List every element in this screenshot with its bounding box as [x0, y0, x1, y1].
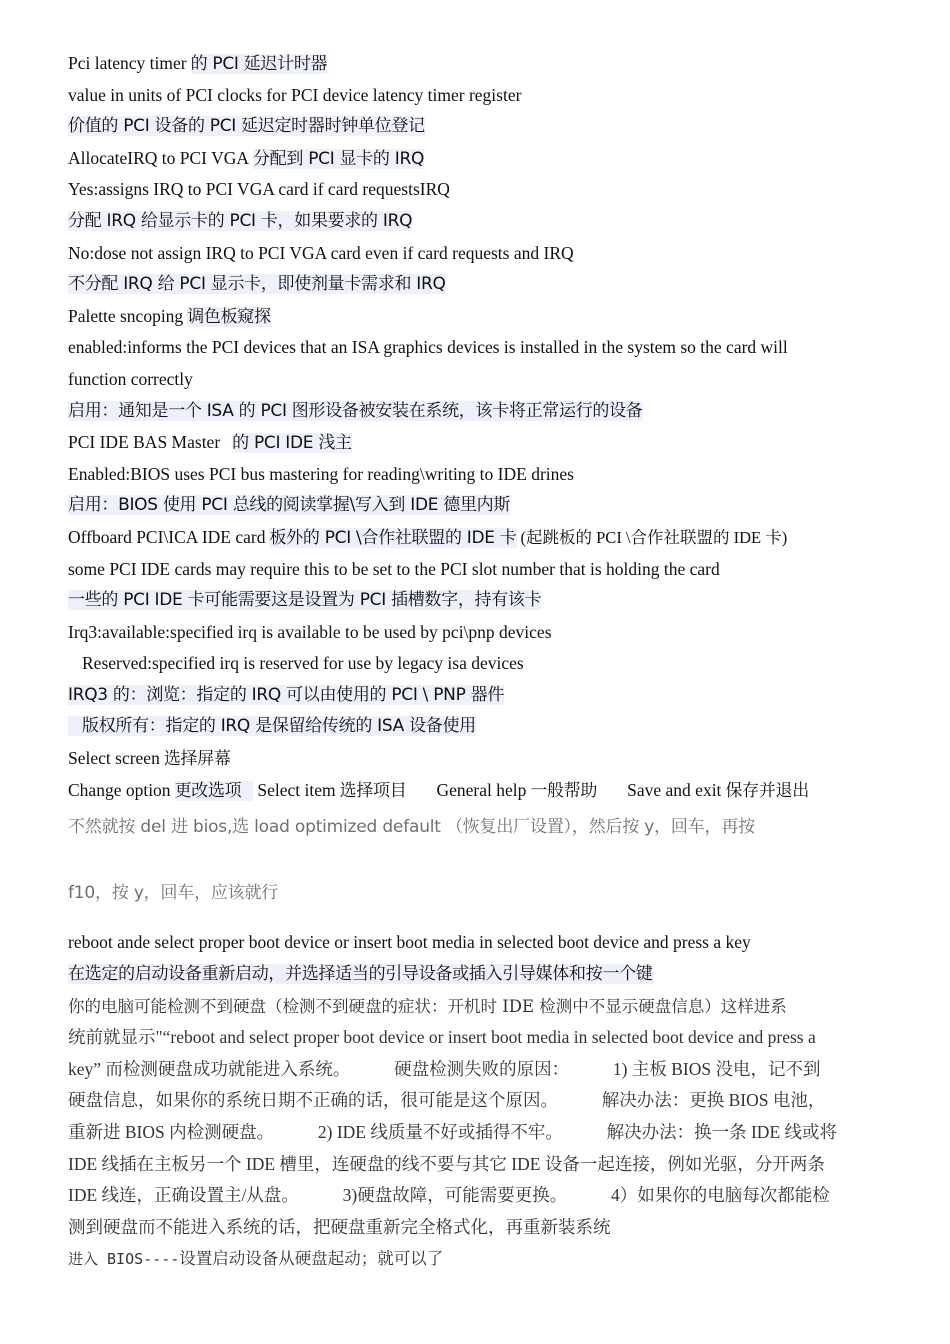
heading-en: Pci latency timer	[68, 53, 187, 73]
text-line: some PCI IDE cards may require this to be set to the PCI slot number that is holding the card	[68, 558, 720, 579]
text-line: enabled:informs the PCI devices that an ISA graphics devices is installed in the system so the card will	[68, 337, 788, 358]
bios-instruction: 设置启动设备从硬盘起动；就可以了	[179, 1249, 444, 1269]
translation-line: 价值的 PCI 设备的 PCI 延迟定时器时钟单位登记	[68, 116, 425, 137]
heading-cn: 的 PCI 延迟计时器	[190, 54, 328, 74]
allocate-irq-heading	[68, 143, 918, 175]
change-option-cn: 更改选项	[175, 781, 254, 801]
paragraph-line: 硬盘信息，如果你的系统日期不正确的话，很可能是这个原因。 解决办法：更换 BIOS 电池，	[68, 1090, 826, 1111]
translation-line: 分配 IRQ 给显示卡的 PCI 卡，如果要求的 IRQ	[68, 210, 413, 231]
text-line: Yes:assigns IRQ to PCI VGA card if card requestsIRQ	[68, 179, 450, 200]
pci-latency-heading	[68, 48, 918, 80]
translation-line: 启用：通知是一个 ISA 的 PCI 图形设备被安装在系统，该卡将正常运行的设备	[68, 400, 643, 421]
translation-line: IRQ3 的：浏览：指定的 IRQ 可以由使用的 PCI \ PNP 器件	[68, 684, 505, 705]
heading-en: AllocateIRQ to PCI VGA	[68, 147, 249, 168]
paragraph-line: key” 而检测硬盘成功就能进入系统。 硬盘检测失败的原因： 1) 主板 BIOS 没电，记不到	[68, 1058, 821, 1079]
translation-line: 版权所有：指定的 IRQ 是保留给传统的 ISA 设备使用	[68, 716, 476, 736]
translation-line: 启用：BIOS 使用 PCI 总线的阅读掌握\写入到 IDE 德里内斯	[68, 495, 511, 516]
heading-cn: 分配到 PCI 显卡的 IRQ	[252, 148, 425, 169]
document-body	[68, 48, 918, 1276]
heading-en: Offboard PCI\ICA IDE card	[68, 526, 266, 547]
heading-note: (起跳板的 PCI \合作社联盟的 IDE 卡)	[520, 527, 788, 547]
select-item-en: Select item	[257, 779, 336, 800]
text-line: value in units of PCI clocks for PCI device latency timer register	[68, 84, 522, 105]
paragraph-line: 统前就显示"“reboot and select proper boot device or insert boot media in selected boot device and press a	[68, 1027, 816, 1048]
save-exit-cn: 保存并退出	[725, 780, 809, 801]
change-option-en: Change option	[68, 779, 171, 800]
heading-cn: 选择屏幕	[163, 749, 231, 770]
translation-line: 在选定的启动设备重新启动，并选择适当的引导设备或插入引导媒体和按一个键	[68, 964, 653, 985]
heading-en: Select screen	[68, 748, 160, 769]
translation-line: 一些的 PCI IDE 卡可能需要这是设置为 PCI 插槽数字，持有该卡	[68, 590, 542, 611]
heading-cn: 调色板窥探	[187, 306, 271, 327]
heading-cn: 板外的 PCI \合作社联盟的 IDE 卡	[269, 527, 517, 548]
text-line: Enabled:BIOS uses PCI bus mastering for reading\writing to IDE drines	[68, 463, 574, 484]
text-line: Reserved:specified irq is reserved for use by legacy isa devices	[82, 653, 524, 674]
heading-en: Palette sncoping	[68, 305, 184, 326]
gray-note-line: 不然就按 del 进 bios,选 load optimized default （恢复出厂设置），然后按 y，回车，再按	[68, 817, 755, 838]
heading-en: PCI IDE BAS Master	[68, 432, 221, 453]
select-screen-line	[68, 743, 918, 775]
paragraph-last-line	[68, 1243, 908, 1276]
pci-ide-master-heading	[68, 427, 918, 459]
gray-note-line: f10，按 y，回车，应该就行	[68, 882, 279, 903]
paragraph-line: 你的电脑可能检测不到硬盘（检测不到硬盘的症状：开机时 IDE 检测中不显示硬盘信息）这样进系	[68, 996, 787, 1016]
general-help-en: General help	[436, 779, 527, 800]
explanation-paragraph	[68, 991, 908, 1276]
translation-line: 不分配 IRQ 给 PCI 显示卡，即使剂量卡需求和 IRQ	[68, 274, 446, 295]
paragraph-line: IDE 线插在主板另一个 IDE 槽里，连硬盘的线不要与其它 IDE 设备一起连接，例如光驱，分开两条	[68, 1153, 825, 1174]
text-line: Irq3:available:specified irq is available to be used by pci\pnp devices	[68, 621, 552, 642]
text-line: function correctly	[68, 368, 193, 389]
bios-mono-text: 进入 BIOS----	[68, 1250, 180, 1269]
text-line: No:dose not assign IRQ to PCI VGA card even if card requests and IRQ	[68, 242, 574, 263]
text-line: reboot ande select proper boot device or insert boot media in selected boot device and press a key	[68, 932, 751, 953]
general-help-cn: 一般帮助	[530, 780, 598, 801]
paragraph-line: IDE 线连，正确设置主/从盘。 3)硬盘故障，可能需要更换。 4）如果你的电脑每次都能检	[68, 1185, 830, 1206]
key-help-line	[68, 775, 918, 807]
save-exit-en: Save and exit	[627, 779, 722, 800]
paragraph-line: 重新进 BIOS 内检测硬盘。 2) IDE 线质量不好或插得不牢。 解决办法：换一条 IDE 线或将	[68, 1122, 838, 1142]
offboard-ide-heading	[68, 522, 918, 554]
heading-cn: 的 PCI IDE 浅主	[232, 433, 352, 454]
palette-snooping-heading	[68, 301, 918, 333]
select-item-cn: 选择项目	[339, 780, 407, 801]
paragraph-line: 测到硬盘而不能进入系统的话，把硬盘重新完全格式化，再重新装系统	[68, 1216, 611, 1237]
